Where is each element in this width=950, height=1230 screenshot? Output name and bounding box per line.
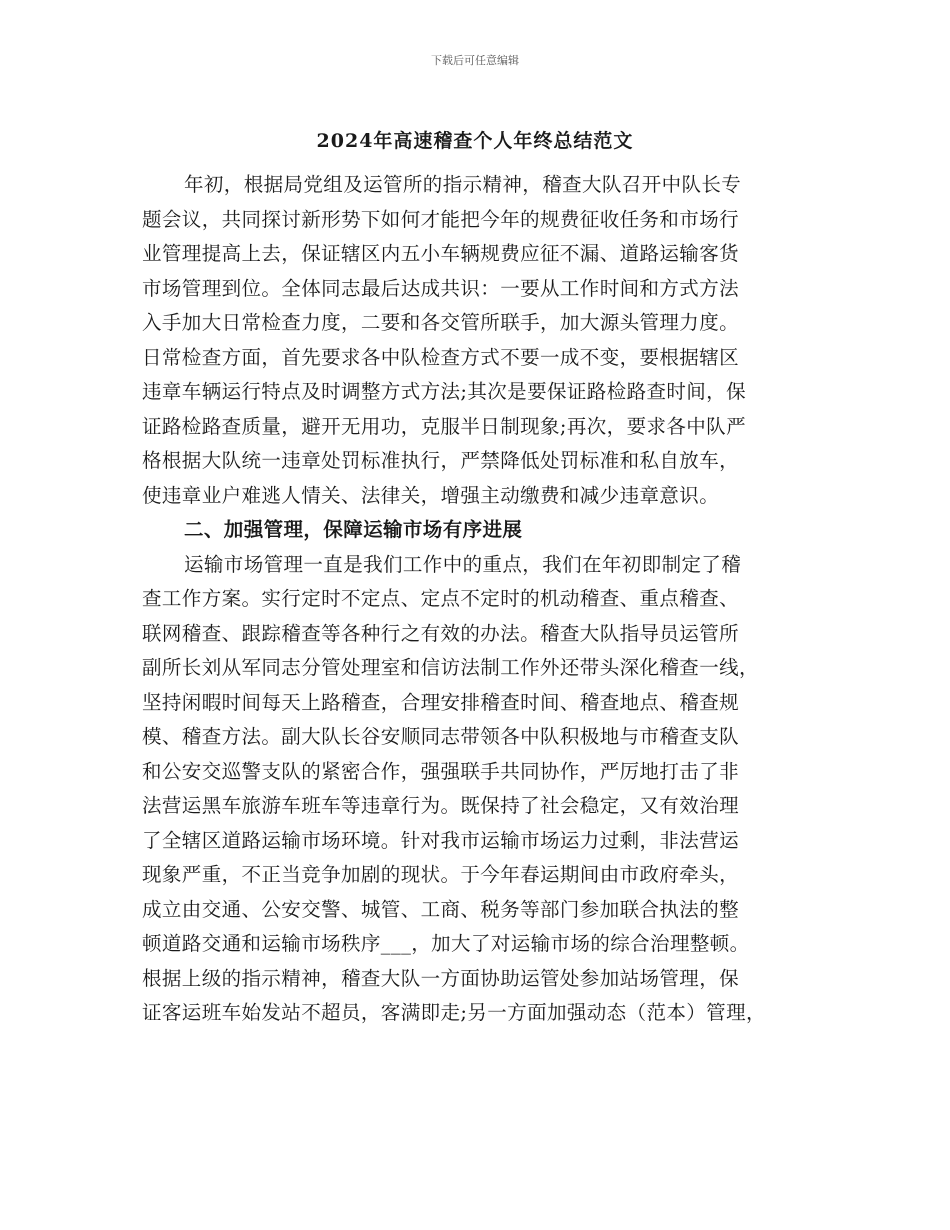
paragraph-line: 现象严重，不正当竞争加剧的现状。于今年春运期间由市政府牵头， xyxy=(142,863,740,886)
paragraph-line: 业管理提高上去，保证辖区内五小车辆规费应征不漏、道路运输客货 xyxy=(142,242,740,265)
paragraph-line: 根据上级的指示精神，稽查大队一方面协助运管处参加站场管理，保 xyxy=(142,966,740,990)
paragraph-line: 了全辖区道路运输市场环境。针对我市运输市场运力过剩，非法营运 xyxy=(142,828,740,852)
section-heading: 二、加强管理，保障运输市场有序进展 xyxy=(184,518,523,541)
paragraph-line: 顿道路交通和运输市场秩序___，加大了对运输市场的综合治理整顿。 xyxy=(142,932,750,955)
paragraph-line: 联网稽查、跟踪稽查等各种行之有效的办法。稽查大队指导员运管所 xyxy=(142,621,740,645)
paragraph-line: 运输市场管理一直是我们工作中的重点，我们在年初即制定了稽 xyxy=(184,552,742,576)
document-body xyxy=(142,168,812,1031)
paragraph-line: 成立由交通、公安交警、城管、工商、税务等部门参加联合执法的整 xyxy=(142,897,740,921)
paragraph-line: 入手加大日常检查力度，二要和各交管所联手，加大源头管理力度。 xyxy=(142,311,740,334)
paragraph-line: 格根据大队统一违章处罚标准执行，严禁降低处罚标准和私自放车， xyxy=(142,449,740,472)
paragraph-line: 违章车辆运行特点及时调整方式方法;其次是要保证路检路查时间，保 xyxy=(142,380,746,403)
paragraph-line: 模、稽查方法。副大队长谷安顺同志带领各中队积极地与市稽查支队 xyxy=(142,725,740,748)
paragraph-line: 证客运班车始发站不超员，客满即走;另一方面加强动态（范本）管理， xyxy=(142,1001,766,1024)
paragraph-line: 副所长刘从军同志分管处理室和信访法制工作外还带头深化稽查一线， xyxy=(142,656,759,679)
paragraph-line: 市场管理到位。全体同志最后达成共识：一要从工作时间和方式方法 xyxy=(142,276,740,300)
paragraph-line: 年初，根据局党组及运管所的指示精神，稽查大队召开中队长专 xyxy=(184,173,742,196)
paragraph-line: 日常检查方面，首先要求各中队检查方式不要一成不变，要根据辖区 xyxy=(142,345,740,369)
paragraph-line: 证路检路查质量，避开无用功，克服半日制现象;再次，要求各中队严 xyxy=(142,414,746,438)
paragraph-line: 查工作方案。实行定时不定点、定点不定时的机动稽查、重点稽查、 xyxy=(142,587,740,610)
page-header-note: 下载后可任意编辑 xyxy=(431,54,519,67)
paragraph-line: 使违章业户难逃人情关、法律关，增强主动缴费和减少违章意识。 xyxy=(142,483,720,507)
paragraph-line: 和公安交巡警支队的紧密合作，强强联手共同协作，严厉地打击了非 xyxy=(142,759,740,783)
paragraph-line: 题会议，共同探讨新形势下如何才能把今年的规费征收任务和市场行 xyxy=(142,207,740,231)
paragraph-line: 法营运黑车旅游车班车等违章行为。既保持了社会稳定，又有效治理 xyxy=(142,794,740,817)
document-title: 2024年高速稽查个人年终总结范文 xyxy=(316,130,634,152)
paragraph-line: 坚持闲暇时间每天上路稽查，合理安排稽查时间、稽查地点、稽查规 xyxy=(142,690,740,714)
